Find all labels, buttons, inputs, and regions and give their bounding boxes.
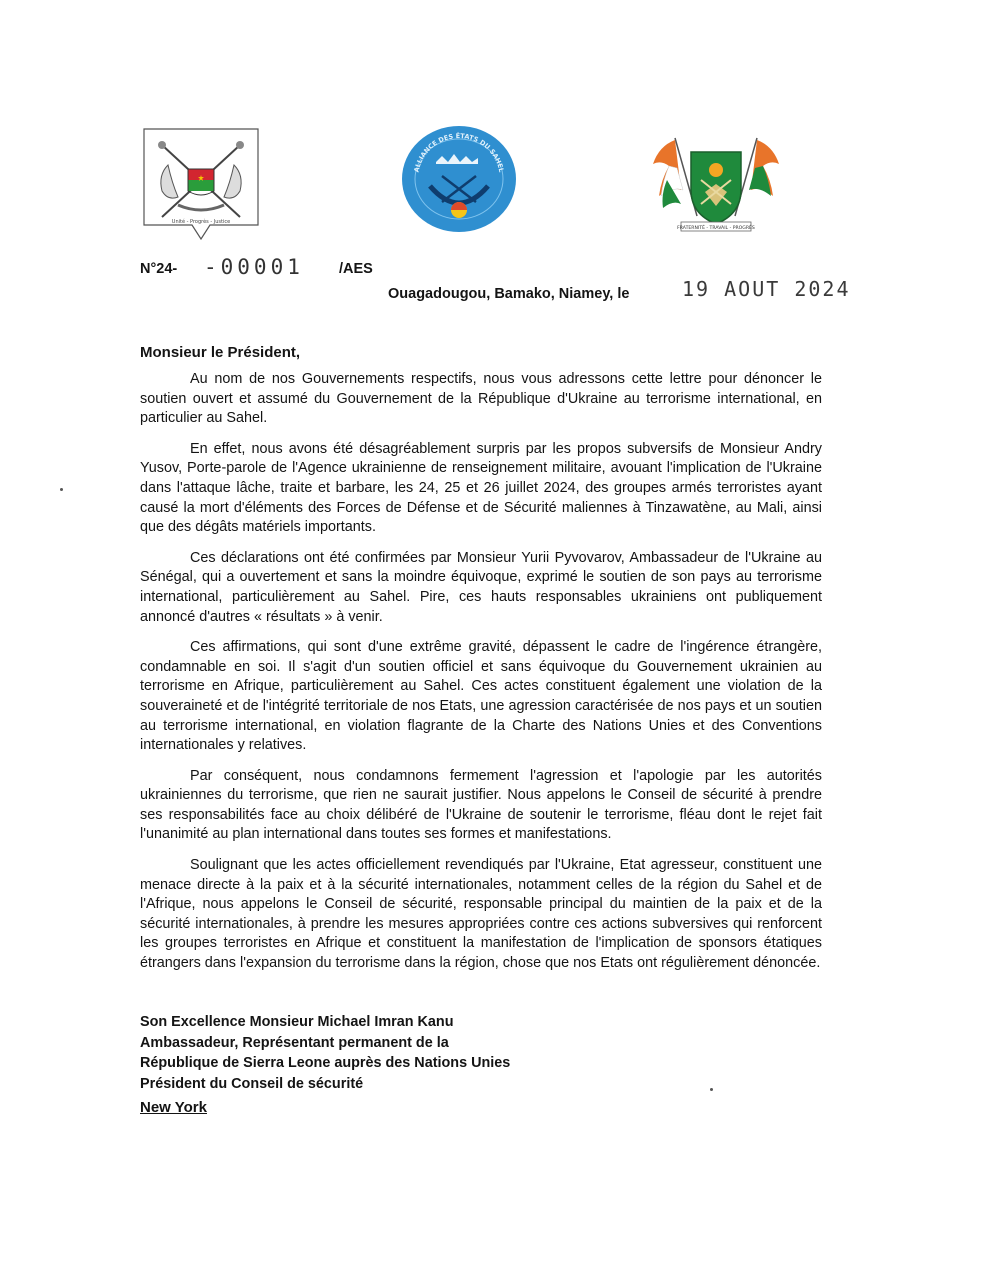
addressee-line: Président du Conseil de sécurité [140,1075,364,1092]
reference-suffix: /AES [339,261,373,277]
date-stamp: 19 AOUT 2024 [682,277,851,301]
scan-speck [60,488,63,491]
reference-number-stamp: -00001 [204,255,304,279]
bf-motto: Unité - Progrès - Justice [171,219,231,225]
niger-motto: FRATERNITÉ - TRAVAIL - PROGRÈS [677,226,755,231]
letter-body [140,370,822,985]
paragraph: Au nom de nos Gouvernements respectifs, nous vous adressons cette lettre pour dénoncer le soutien ouvert et assumé du Gouvernement de la République d'Ukraine au terrorisme international, en particulier au Sahel. [140,371,822,427]
paragraph: Ces déclarations ont été confirmées par Monsieur Yurii Pyvovarov, Ambassadeur de l'Ukraine au Sénégal, qui a ouvertement et sans la moindre équivoque, exprimé le soutien de son pays au terrorisme international, particulièrement au Sahel. Pire, ces hauts responsables ukrainiens ont publiquement annoncé d'autres « résultats » à venir. [140,549,822,625]
addressee-city: New York [140,1099,207,1116]
niger-coat-of-arms-icon [645,130,787,238]
paragraph: Soulignant que les actes officiellement revendiqués par l'Ukraine, Etat agresseur, constituent une menace directe à la paix et à la sécurité internationales, notamment celles de la région du Sahel et de l'Afrique, nous appelons le Conseil de sécurité, responsable principal du maintien de la paix et de la sécurité internationales, à prendre les mesures appropriées contre ces actions subversives qui renforcent les groupes terroristes en Afrique et constituent la manifestation de l'implication de sponsors étatiques étrangers dans l'expansion du terrorisme dans la région, chose que nos Etats ont régulièrement dénoncée. [140,857,822,972]
salutation: Monsieur le Président, [140,344,301,361]
scan-speck [710,1088,713,1091]
alliance-des-etats-du-sahel-logo-icon [400,124,518,234]
paragraph: Ces affirmations, qui sont d'une extrême gravité, dépassent le cadre de l'ingérence étrangère, condamnable en soi. Il s'agit d'un soutien officiel et sans équivoque du Gouvernement ukrainien au terrorisme en Afrique, particulièrement au Sahel. Ces actes constituent également une violation de la souveraineté et de l'intégrité territoriale de nos Etats, une agression caractérisée de nos pays et un soutien au terrorisme international, en violation flagrante de la Charte des Nations Unies et des Conventions internationales y relatives. [140,639,822,754]
paragraph: En effet, nous avons été désagréablement surpris par les propos subversifs de Monsieur Andry Yusov, Porte-parole de l'Agence ukrainienne de renseignement militaire, avouant l'implication de l'Ukraine dans l'attaque lâche, traite et barbare, les 24, 25 et 26 juillet 2024, des groupes armés terroristes ayant causé la mort d'éléments des Forces de Défense et de Sécurité maliennes à Tinzawatène, au Mali, ainsi que des dégâts matériels importants. [140,440,822,536]
paragraph: Par conséquent, nous condamnons fermement l'agression et l'apologie par les autorités ukrainiennes du terrorisme, que rien ne saurait justifier. Nous appelons le Conseil de sécurité à prendre ses responsabilités face au choix délibéré de l'Ukraine de soutenir le terrorisme, fléau dont le rejet fait l'unanimité au plan international dans toutes ses formes et manifestations. [140,767,822,843]
reference-prefix: N°24- [140,261,178,277]
place-line: Ouagadougou, Bamako, Niamey, le [388,286,630,302]
burkina-faso-coat-of-arms-icon [140,125,262,243]
addressee-line: Son Excellence Monsieur Michael Imran Kanu [140,1014,454,1030]
addressee-block [140,1012,510,1094]
aes-emblem-text: ALLIANCE DES ÉTATS DU SAHEL [412,131,506,173]
addressee-line: Ambassadeur, Représentant permanent de la [140,1034,449,1051]
addressee-line: République de Sierra Leone auprès des Nations Unies [140,1055,511,1071]
